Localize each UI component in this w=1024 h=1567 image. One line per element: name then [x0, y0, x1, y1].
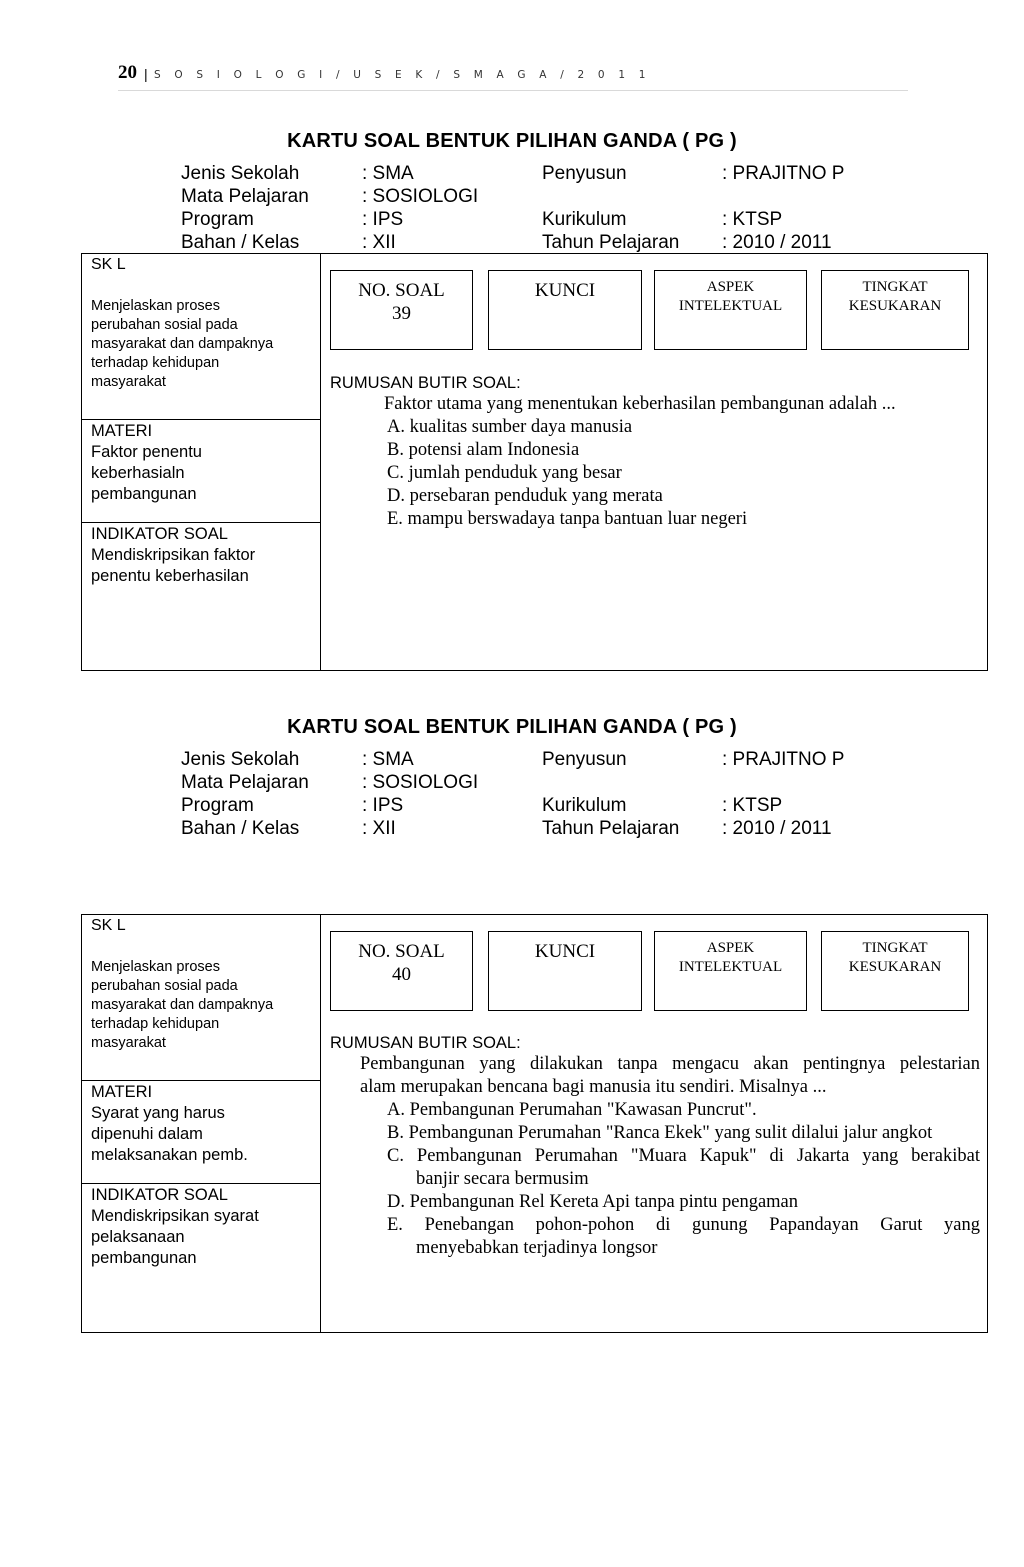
card-1-skl-line: Menjelaskan proses	[91, 298, 220, 314]
card-2-no-soal-box	[330, 931, 473, 1011]
card-1-materi-line: pembangunan	[91, 485, 197, 503]
card-1-materi-section	[82, 419, 320, 522]
card-1-bahan-kelas-value: : XII	[362, 232, 396, 253]
card-1-mata-pelajaran-value: : SOSIOLOGI	[362, 186, 479, 207]
card-2-skl-line: terhadap kehidupan	[91, 1016, 220, 1032]
card-2-penyusun-value: : PRAJITNO P	[722, 749, 845, 770]
card-1-indikator-line: Mendiskripsikan faktor	[91, 546, 256, 564]
running-title: S O S I O L O G I / U S E K / S M A G A / 2 0 1 1	[154, 69, 651, 81]
card-2-aspek-box	[654, 931, 807, 1011]
card-2-materi-line: Syarat yang harus	[91, 1104, 225, 1122]
card-2-jenis-sekolah-label: Jenis Sekolah	[181, 749, 300, 770]
card-2-indikator-line: Mendiskripsikan syarat	[91, 1207, 259, 1225]
card-2-question-line2: alam merupakan bencana bagi manusia itu sendiri. Misalnya ...	[360, 1077, 827, 1097]
card-2-tingkat-box	[821, 931, 969, 1011]
card-1-kurikulum-value: : KTSP	[722, 209, 783, 230]
card-2-mata-pelajaran-label: Mata Pelajaran	[181, 772, 309, 793]
card-1-program-label: Program	[181, 209, 254, 230]
card-2-program-value: : IPS	[362, 795, 404, 816]
card-1-no-soal-box	[330, 270, 473, 350]
card-2-option-e-line2: menyebabkan terjadinya longsor	[416, 1238, 658, 1258]
card-2-no-soal-value: 40	[392, 964, 411, 985]
card-1-kurikulum-label: Kurikulum	[542, 209, 627, 230]
card-1-mata-pelajaran-label: Mata Pelajaran	[181, 186, 309, 207]
card-2-bahan-kelas-value: : XII	[362, 818, 396, 839]
card-2-skl-title: SK L	[91, 917, 126, 934]
card-2-materi-line: melaksanakan pemb.	[91, 1146, 248, 1164]
card-2-kunci-label: KUNCI	[534, 941, 596, 962]
card-1-materi-title: MATERI	[91, 422, 153, 440]
card-2-skl-line: masyarakat dan dampaknya	[91, 997, 274, 1013]
card-2-aspek-line1: ASPEK	[706, 940, 755, 956]
card-1-no-soal-label: NO. SOAL	[358, 280, 445, 301]
card-1-materi-line: keberhasialn	[91, 464, 185, 482]
card-2-option-c-line1: C. Pembangunan Perumahan "Muara Kapuk" di Jakarta yang berakibat	[387, 1146, 980, 1166]
card-2-skl-line: perubahan sosial pada	[91, 978, 238, 994]
card-2-left-column	[82, 915, 321, 1332]
card-1-penyusun-label: Penyusun	[542, 163, 627, 184]
card-1-aspek-line2: INTELEKTUAL	[678, 298, 783, 314]
card-2-option-c-line2: banjir secara bermusim	[416, 1169, 589, 1189]
card-2-indikator-title: INDIKATOR SOAL	[91, 1186, 228, 1204]
card-1-kunci-label: KUNCI	[534, 280, 596, 301]
card-2-kunci-box	[488, 931, 642, 1011]
card-1-jenis-sekolah-label: Jenis Sekolah	[181, 163, 300, 184]
card-1-skl-line: masyarakat dan dampaknya	[91, 336, 274, 352]
card-1-indikator-title: INDIKATOR SOAL	[91, 525, 228, 543]
card-1-option-c: C. jumlah penduduk yang besar	[387, 463, 622, 483]
card-1-title: KARTU SOAL BENTUK PILIHAN GANDA ( PG )	[287, 130, 737, 152]
card-2-kurikulum-value: : KTSP	[722, 795, 783, 816]
card-1-question: Faktor utama yang menentukan keberhasilan pembangunan adalah ...	[384, 394, 896, 414]
card-2-tingkat-line1: TINGKAT	[862, 940, 928, 956]
card-2-indikator-section	[82, 1183, 320, 1332]
page-number: 20	[118, 62, 137, 83]
card-1-tingkat-box	[821, 270, 969, 350]
card-1-program-value: : IPS	[362, 209, 404, 230]
card-2-skl-line: Menjelaskan proses	[91, 959, 220, 975]
card-1-skl-section	[82, 254, 320, 419]
card-2-option-a: A. Pembangunan Perumahan "Kawasan Puncrut".	[387, 1100, 757, 1120]
card-1-frame	[81, 253, 988, 671]
card-1-skl-title: SK L	[91, 256, 126, 273]
card-2-option-e-line1: E. Penebangan pohon-pohon di gunung Papandayan Garut yang	[387, 1215, 980, 1235]
card-2-title: KARTU SOAL BENTUK PILIHAN GANDA ( PG )	[287, 716, 737, 738]
card-2-no-soal-label: NO. SOAL	[358, 941, 445, 962]
card-1-skl-line: terhadap kehidupan	[91, 355, 220, 371]
card-2-penyusun-label: Penyusun	[542, 749, 627, 770]
card-2-rumusan-label: RUMUSAN BUTIR SOAL:	[330, 1034, 521, 1052]
card-1-kunci-box	[488, 270, 642, 350]
card-1-tahun-label: Tahun Pelajaran	[542, 232, 680, 253]
card-2-materi-section	[82, 1080, 320, 1183]
card-2-indikator-line: pembangunan	[91, 1249, 197, 1267]
card-2-materi-line: dipenuhi dalam	[91, 1125, 203, 1143]
card-2-aspek-line2: INTELEKTUAL	[678, 959, 783, 975]
header-separator: |	[144, 66, 148, 82]
card-2-skl-line: masyarakat	[91, 1035, 166, 1051]
card-1-indikator-line: penentu keberhasilan	[91, 567, 249, 585]
card-1-jenis-sekolah-value: : SMA	[362, 163, 414, 184]
card-1-materi-line: Faktor penentu	[91, 443, 202, 461]
card-2-kurikulum-label: Kurikulum	[542, 795, 627, 816]
card-2-jenis-sekolah-value: : SMA	[362, 749, 414, 770]
card-1-indikator-section	[82, 522, 320, 670]
card-1-option-b: B. potensi alam Indonesia	[387, 440, 580, 460]
card-1-option-d: D. persebaran penduduk yang merata	[387, 486, 663, 506]
card-1-aspek-line1: ASPEK	[706, 279, 755, 295]
card-2-tahun-label: Tahun Pelajaran	[542, 818, 680, 839]
card-2-option-b: B. Pembangunan Perumahan "Ranca Ekek" yang sulit dilalui jalur angkot	[387, 1123, 933, 1143]
card-1-tingkat-line1: TINGKAT	[862, 279, 928, 295]
card-1-tahun-value: : 2010 / 2011	[722, 232, 832, 253]
card-2-materi-title: MATERI	[91, 1083, 153, 1101]
card-1-tingkat-line2: KESUKARAN	[848, 298, 942, 314]
card-1-no-soal-value: 39	[392, 303, 411, 324]
card-2-bahan-kelas-label: Bahan / Kelas	[181, 818, 300, 839]
card-1-skl-line: perubahan sosial pada	[91, 317, 238, 333]
card-2-option-d: D. Pembangunan Rel Kereta Api tanpa pintu pengaman	[387, 1192, 799, 1212]
card-1-option-a: A. kualitas sumber daya manusia	[387, 417, 633, 437]
card-2-program-label: Program	[181, 795, 254, 816]
card-1-aspek-box	[654, 270, 807, 350]
card-2-frame	[81, 914, 988, 1333]
card-2-mata-pelajaran-value: : SOSIOLOGI	[362, 772, 479, 793]
page-header	[118, 62, 908, 91]
card-2-indikator-line: pelaksanaan	[91, 1228, 185, 1246]
card-2-skl-section	[82, 915, 320, 1080]
card-2-question-line1: Pembangunan yang dilakukan tanpa mengacu akan pentingnya pelestarian	[360, 1054, 980, 1074]
card-1-left-column	[82, 254, 321, 670]
card-2-tahun-value: : 2010 / 2011	[722, 818, 832, 839]
card-1-bahan-kelas-label: Bahan / Kelas	[181, 232, 300, 253]
card-2-tingkat-line2: KESUKARAN	[848, 959, 942, 975]
card-1-rumusan-label: RUMUSAN BUTIR SOAL:	[330, 374, 521, 392]
card-1-skl-line: masyarakat	[91, 374, 166, 390]
card-1-penyusun-value: : PRAJITNO P	[722, 163, 845, 184]
card-1-option-e: E. mampu berswadaya tanpa bantuan luar negeri	[387, 509, 748, 529]
